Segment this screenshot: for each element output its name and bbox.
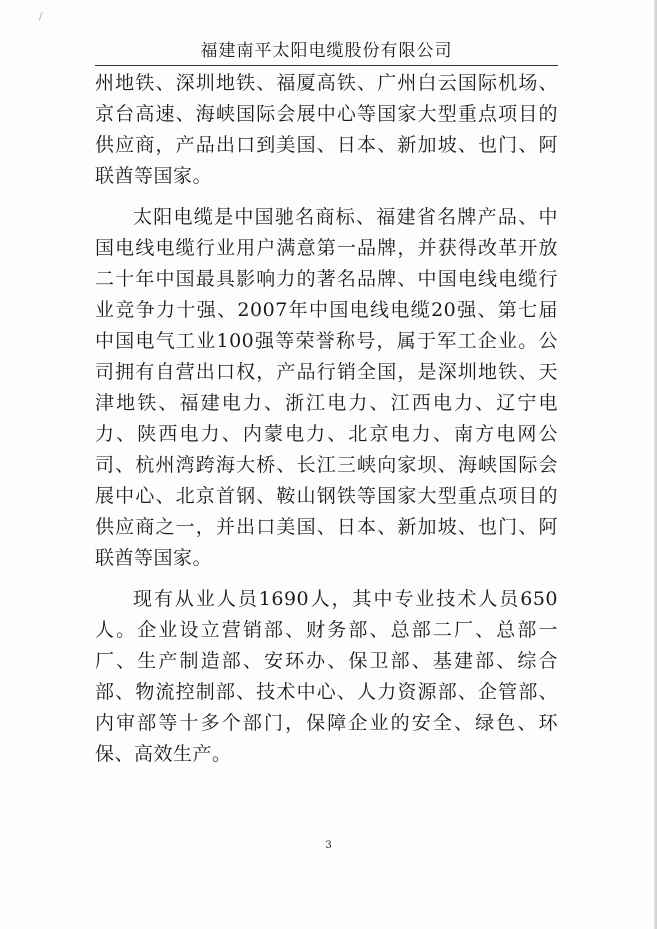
scan-mark	[39, 12, 43, 21]
body-text	[95, 68, 558, 780]
page-number: 3	[325, 840, 332, 851]
paragraph-brand-honors: 太阳电缆是中国驰名商标、福建省名牌产品、中国电线电缆行业用户满意第一品牌，并获得改革开放二十年中国最具影响力的著名品牌、中国电线电缆行业竞争力十强、2007年中国电线电缆20强、第七届中国电气工业100强等荣誉称号，属于军工企业。公司拥有自营出口权，产品行销全国，是深圳地铁、天津地铁、福建电力、浙江电力、江西电力、辽宁电力、陕西电力、内蒙电力、北京电力、南方电网公司、杭州湾跨海大桥、长江三峡向家坝、海峡国际会展中心、北京首钢、鞍山钢铁等国家大型重点项目的供应商之一，并出口美国、日本、新加坡、也门、阿联酋等国家。	[95, 206, 558, 569]
paragraph-staff-departments: 现有从业人员1690人，其中专业技术人员650人。企业设立营销部、财务部、总部二厂、总部一厂、生产制造部、安环办、保卫部、基建部、综合部、物流控制部、技术中心、人力资源部、企管部、内审部等十多个部门，保障企业的安全、绿色、环保、高效生产。	[95, 588, 558, 765]
paragraph-continued: 州地铁、深圳地铁、福厦高铁、广州白云国际机场、京台高速、海峡国际会展中心等国家大型重点项目的供应商，产品出口到美国、日本、新加坡、也门、阿联酋等国家。	[95, 72, 558, 187]
page-header-company-name: 福建南平太阳电缆股份有限公司	[200, 41, 453, 61]
header-divider	[95, 65, 558, 66]
